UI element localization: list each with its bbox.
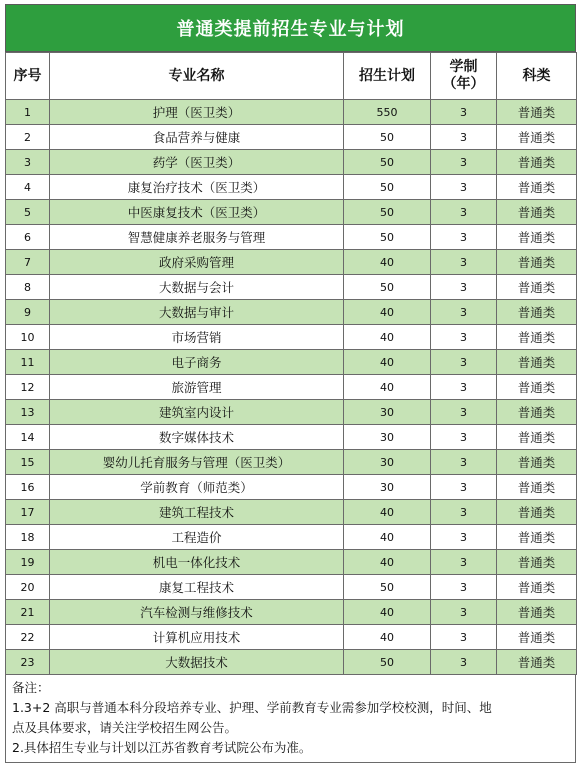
cell-plan: 30 [344, 425, 431, 450]
table-row [6, 300, 577, 325]
cell-years: 3 [431, 250, 497, 275]
cell-years: 3 [431, 425, 497, 450]
cell-plan: 30 [344, 400, 431, 425]
table-row [6, 400, 577, 425]
cell-category: 普通类 [497, 250, 577, 275]
cell-major: 机电一体化技术 [50, 550, 344, 575]
cell-major: 婴幼儿托育服务与管理（医卫类） [50, 450, 344, 475]
cell-index: 9 [6, 300, 50, 325]
cell-major: 学前教育（师范类） [50, 475, 344, 500]
cell-category: 普通类 [497, 425, 577, 450]
cell-index: 10 [6, 325, 50, 350]
table-title: 普通类提前招生专业与计划 [5, 4, 576, 52]
notes-line1-cont: 点及具体要求，请关注学校招生网公告。 [12, 720, 238, 735]
cell-major: 大数据与审计 [50, 300, 344, 325]
cell-index: 5 [6, 200, 50, 225]
header-years [431, 53, 497, 100]
cell-plan: 50 [344, 150, 431, 175]
cell-years: 3 [431, 300, 497, 325]
cell-index: 2 [6, 125, 50, 150]
table-row [6, 650, 577, 675]
cell-category: 普通类 [497, 375, 577, 400]
table-row [6, 375, 577, 400]
cell-category: 普通类 [497, 525, 577, 550]
cell-plan: 50 [344, 125, 431, 150]
cell-major: 护理（医卫类） [50, 100, 344, 125]
cell-plan: 40 [344, 500, 431, 525]
table-row [6, 275, 577, 300]
cell-plan: 50 [344, 650, 431, 675]
table-row [6, 225, 577, 250]
cell-plan: 50 [344, 200, 431, 225]
cell-category: 普通类 [497, 200, 577, 225]
cell-plan: 30 [344, 475, 431, 500]
header-years-line2: （年） [442, 76, 485, 92]
cell-major: 大数据与会计 [50, 275, 344, 300]
cell-index: 3 [6, 150, 50, 175]
cell-category: 普通类 [497, 225, 577, 250]
cell-index: 15 [6, 450, 50, 475]
cell-major: 电子商务 [50, 350, 344, 375]
header-years-line1: 学制 [449, 59, 478, 75]
table-row [6, 350, 577, 375]
table-row [6, 525, 577, 550]
cell-category: 普通类 [497, 450, 577, 475]
cell-category: 普通类 [497, 575, 577, 600]
cell-index: 20 [6, 575, 50, 600]
cell-plan: 40 [344, 325, 431, 350]
table-row [6, 425, 577, 450]
cell-category: 普通类 [497, 300, 577, 325]
cell-major: 计算机应用技术 [50, 625, 344, 650]
cell-category: 普通类 [497, 100, 577, 125]
cell-plan: 40 [344, 550, 431, 575]
cell-plan: 40 [344, 300, 431, 325]
cell-major: 建筑室内设计 [50, 400, 344, 425]
cell-years: 3 [431, 125, 497, 150]
cell-category: 普通类 [497, 275, 577, 300]
cell-major: 食品营养与健康 [50, 125, 344, 150]
cell-years: 3 [431, 525, 497, 550]
cell-years: 3 [431, 400, 497, 425]
header-category: 科类 [497, 53, 577, 100]
cell-years: 3 [431, 375, 497, 400]
table-row [6, 250, 577, 275]
cell-major: 建筑工程技术 [50, 500, 344, 525]
cell-plan: 50 [344, 575, 431, 600]
cell-major: 康复治疗技术（医卫类） [50, 175, 344, 200]
cell-years: 3 [431, 150, 497, 175]
cell-category: 普通类 [497, 625, 577, 650]
enrollment-table [5, 52, 577, 675]
cell-plan: 30 [344, 450, 431, 475]
cell-category: 普通类 [497, 475, 577, 500]
table-row [6, 600, 577, 625]
notes-section [5, 675, 576, 763]
cell-plan: 40 [344, 600, 431, 625]
cell-category: 普通类 [497, 600, 577, 625]
cell-years: 3 [431, 225, 497, 250]
cell-index: 18 [6, 525, 50, 550]
table-row [6, 450, 577, 475]
cell-category: 普通类 [497, 325, 577, 350]
table-row [6, 100, 577, 125]
cell-category: 普通类 [497, 500, 577, 525]
cell-plan: 550 [344, 100, 431, 125]
cell-index: 16 [6, 475, 50, 500]
cell-major: 政府采购管理 [50, 250, 344, 275]
notes-line2: 2.具体招生专业与计划以江苏省教育考试院公布为准。 [12, 740, 312, 755]
table-row [6, 150, 577, 175]
notes-line1: 1.3+2 高职与普通本科分段培养专业、护理、学前教育专业需参加学校校测，时间、地 [12, 700, 492, 715]
cell-years: 3 [431, 625, 497, 650]
table-row [6, 125, 577, 150]
cell-years: 3 [431, 500, 497, 525]
cell-plan: 50 [344, 175, 431, 200]
cell-major: 中医康复技术（医卫类） [50, 200, 344, 225]
cell-index: 12 [6, 375, 50, 400]
cell-plan: 50 [344, 225, 431, 250]
cell-years: 3 [431, 650, 497, 675]
cell-years: 3 [431, 450, 497, 475]
header-index: 序号 [6, 53, 50, 100]
cell-years: 3 [431, 350, 497, 375]
cell-category: 普通类 [497, 650, 577, 675]
cell-years: 3 [431, 575, 497, 600]
cell-category: 普通类 [497, 400, 577, 425]
enrollment-sheet [5, 4, 576, 763]
cell-years: 3 [431, 325, 497, 350]
table-row [6, 625, 577, 650]
cell-major: 大数据技术 [50, 650, 344, 675]
table-body [6, 100, 577, 675]
cell-index: 1 [6, 100, 50, 125]
cell-index: 19 [6, 550, 50, 575]
table-row [6, 500, 577, 525]
cell-years: 3 [431, 175, 497, 200]
cell-major: 旅游管理 [50, 375, 344, 400]
cell-index: 13 [6, 400, 50, 425]
table-row [6, 200, 577, 225]
cell-years: 3 [431, 100, 497, 125]
header-row [6, 53, 577, 100]
cell-years: 3 [431, 275, 497, 300]
cell-years: 3 [431, 200, 497, 225]
cell-plan: 40 [344, 375, 431, 400]
cell-index: 22 [6, 625, 50, 650]
table-row [6, 550, 577, 575]
cell-years: 3 [431, 600, 497, 625]
cell-major: 汽车检测与维修技术 [50, 600, 344, 625]
table-row [6, 175, 577, 200]
header-plan: 招生计划 [344, 53, 431, 100]
header-major: 专业名称 [50, 53, 344, 100]
cell-major: 药学（医卫类） [50, 150, 344, 175]
cell-plan: 40 [344, 625, 431, 650]
table-row [6, 575, 577, 600]
cell-index: 17 [6, 500, 50, 525]
cell-index: 4 [6, 175, 50, 200]
cell-index: 6 [6, 225, 50, 250]
cell-index: 8 [6, 275, 50, 300]
cell-category: 普通类 [497, 550, 577, 575]
table-row [6, 475, 577, 500]
cell-index: 21 [6, 600, 50, 625]
cell-index: 11 [6, 350, 50, 375]
cell-plan: 40 [344, 350, 431, 375]
cell-major: 市场营销 [50, 325, 344, 350]
cell-plan: 50 [344, 275, 431, 300]
cell-plan: 40 [344, 250, 431, 275]
cell-years: 3 [431, 475, 497, 500]
cell-category: 普通类 [497, 350, 577, 375]
cell-major: 智慧健康养老服务与管理 [50, 225, 344, 250]
cell-index: 7 [6, 250, 50, 275]
cell-major: 数字媒体技术 [50, 425, 344, 450]
cell-index: 23 [6, 650, 50, 675]
cell-category: 普通类 [497, 150, 577, 175]
cell-years: 3 [431, 550, 497, 575]
cell-category: 普通类 [497, 175, 577, 200]
cell-major: 康复工程技术 [50, 575, 344, 600]
cell-category: 普通类 [497, 125, 577, 150]
notes-heading: 备注： [12, 680, 50, 695]
cell-plan: 40 [344, 525, 431, 550]
cell-index: 14 [6, 425, 50, 450]
cell-major: 工程造价 [50, 525, 344, 550]
table-row [6, 325, 577, 350]
